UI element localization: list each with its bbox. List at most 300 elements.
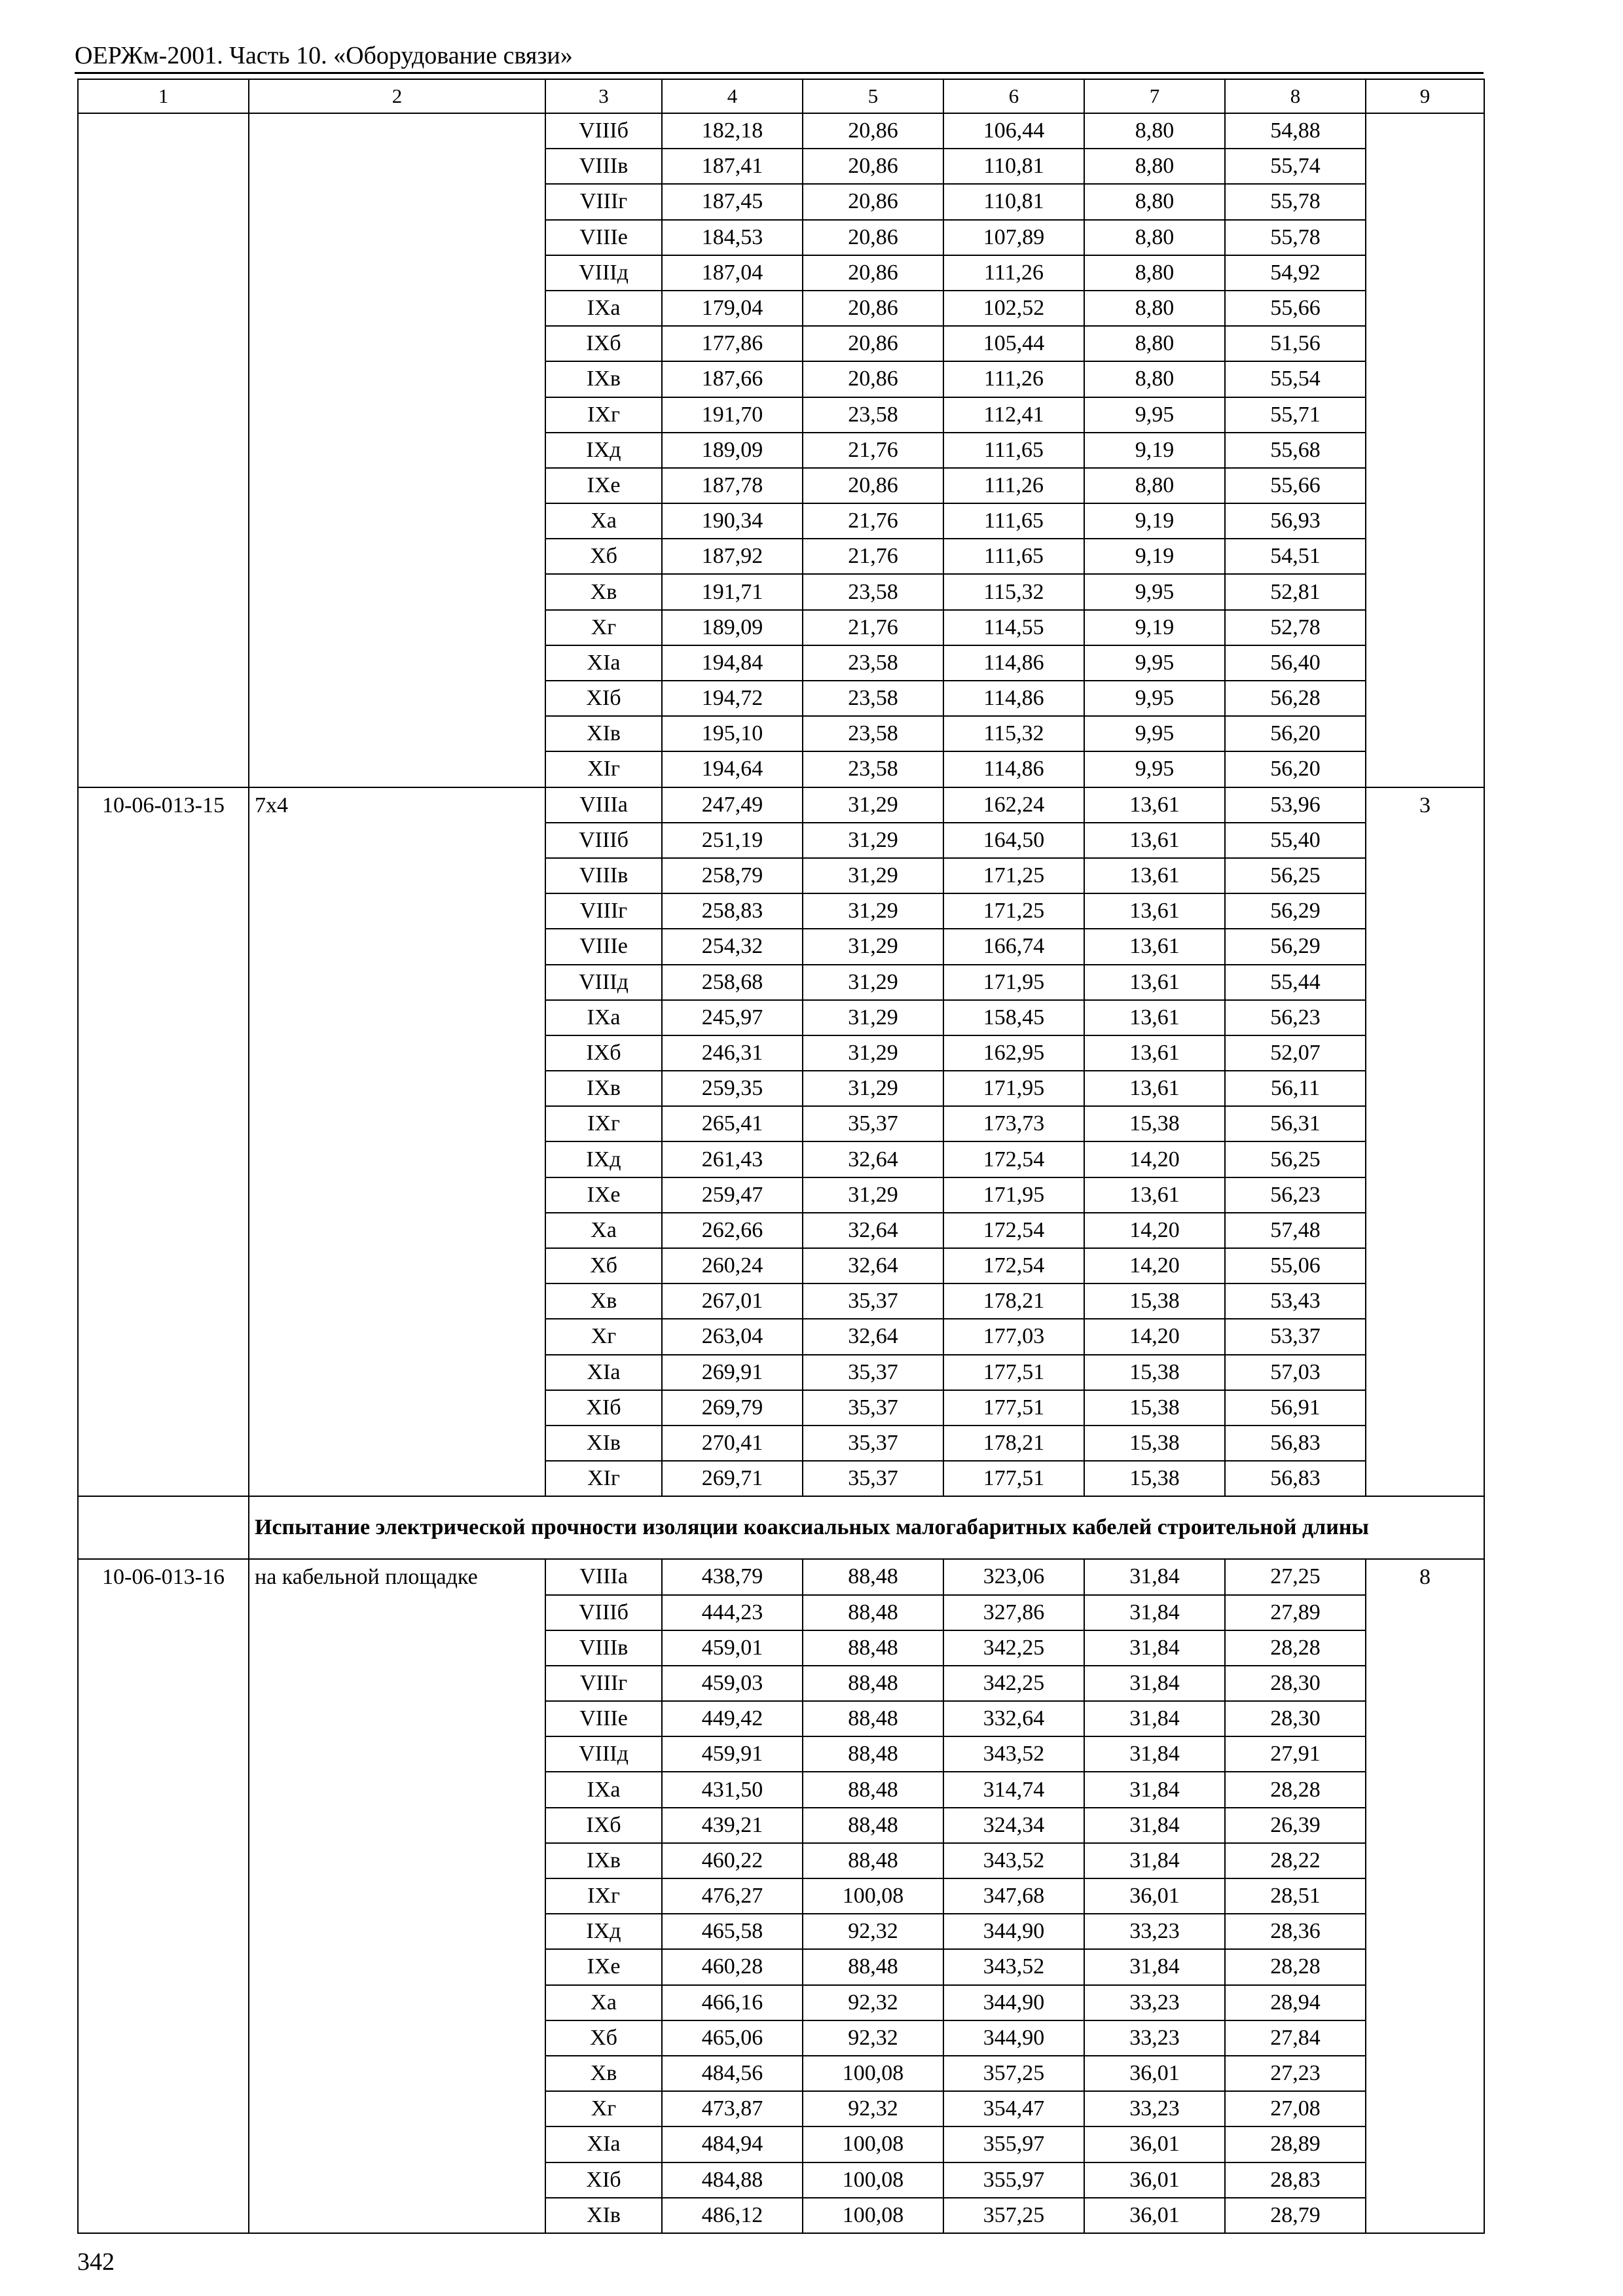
value-cell: 112,41 xyxy=(943,397,1084,433)
value-cell: 56,25 xyxy=(1225,858,1366,893)
value-cell: 111,26 xyxy=(943,255,1084,291)
value-cell: 459,03 xyxy=(662,1666,803,1701)
value-cell: 15,38 xyxy=(1084,1426,1225,1461)
value-cell: 187,92 xyxy=(662,539,803,574)
value-cell: 31,29 xyxy=(803,823,943,858)
profile-cell: Xг xyxy=(545,1319,662,1354)
value-cell: 56,31 xyxy=(1225,1106,1366,1141)
value-cell: 269,91 xyxy=(662,1355,803,1390)
value-cell: 343,52 xyxy=(943,1843,1084,1878)
value-cell: 178,21 xyxy=(943,1283,1084,1319)
last-column-value: 3 xyxy=(1366,787,1484,1497)
value-cell: 20,86 xyxy=(803,361,943,397)
value-cell: 194,64 xyxy=(662,751,803,787)
value-cell: 36,01 xyxy=(1084,2162,1225,2198)
value-cell: 35,37 xyxy=(803,1426,943,1461)
profile-cell: Xг xyxy=(545,610,662,645)
value-cell: 102,52 xyxy=(943,291,1084,326)
value-cell: 270,41 xyxy=(662,1426,803,1461)
value-cell: 20,86 xyxy=(803,468,943,503)
profile-cell: VIIIб xyxy=(545,113,662,149)
value-cell: 14,20 xyxy=(1084,1319,1225,1354)
value-cell: 26,39 xyxy=(1225,1808,1366,1843)
value-cell: 21,76 xyxy=(803,433,943,468)
value-cell: 23,58 xyxy=(803,751,943,787)
value-cell: 56,93 xyxy=(1225,503,1366,539)
value-cell: 8,80 xyxy=(1084,113,1225,149)
value-cell: 56,91 xyxy=(1225,1390,1366,1426)
value-cell: 111,26 xyxy=(943,468,1084,503)
rate-code: 10-06-013-16 xyxy=(78,1559,249,2233)
value-cell: 115,32 xyxy=(943,574,1084,609)
value-cell: 51,56 xyxy=(1225,326,1366,361)
profile-cell: XIв xyxy=(545,1426,662,1461)
value-cell: 33,23 xyxy=(1084,2020,1225,2056)
profile-cell: VIIIг xyxy=(545,1666,662,1701)
value-cell: 31,29 xyxy=(803,893,943,929)
value-cell: 31,29 xyxy=(803,1177,943,1213)
value-cell: 177,03 xyxy=(943,1319,1084,1354)
value-cell: 465,06 xyxy=(662,2020,803,2056)
profile-cell: IXг xyxy=(545,1878,662,1914)
value-cell: 20,86 xyxy=(803,326,943,361)
value-cell: 35,37 xyxy=(803,1283,943,1319)
rate-code: 10-06-013-15 xyxy=(78,787,249,1497)
value-cell: 459,01 xyxy=(662,1630,803,1666)
value-cell: 187,66 xyxy=(662,361,803,397)
value-cell: 172,54 xyxy=(943,1248,1084,1283)
value-cell: 13,61 xyxy=(1084,1000,1225,1035)
value-cell: 8,80 xyxy=(1084,255,1225,291)
value-cell: 28,79 xyxy=(1225,2198,1366,2233)
value-cell: 194,72 xyxy=(662,681,803,716)
value-cell: 23,58 xyxy=(803,645,943,681)
value-cell: 158,45 xyxy=(943,1000,1084,1035)
value-cell: 20,86 xyxy=(803,149,943,184)
value-cell: 88,48 xyxy=(803,1701,943,1736)
value-cell: 31,29 xyxy=(803,787,943,823)
value-cell: 92,32 xyxy=(803,1985,943,2020)
value-cell: 55,06 xyxy=(1225,1248,1366,1283)
value-cell: 171,25 xyxy=(943,858,1084,893)
profile-cell: IXд xyxy=(545,1914,662,1949)
profile-cell: VIIIд xyxy=(545,965,662,1000)
value-cell: 88,48 xyxy=(803,1843,943,1878)
value-cell: 55,68 xyxy=(1225,433,1366,468)
work-name xyxy=(249,113,545,787)
value-cell: 111,65 xyxy=(943,503,1084,539)
column-number: 2 xyxy=(249,79,545,113)
value-cell: 35,37 xyxy=(803,1461,943,1496)
page-header: ОЕРЖм-2001. Часть 10. «Оборудование связи» xyxy=(75,42,573,69)
value-cell: 172,54 xyxy=(943,1141,1084,1177)
value-cell: 105,44 xyxy=(943,326,1084,361)
profile-cell: IXа xyxy=(545,1000,662,1035)
value-cell: 189,09 xyxy=(662,610,803,645)
value-cell: 473,87 xyxy=(662,2091,803,2126)
value-cell: 33,23 xyxy=(1084,1914,1225,1949)
value-cell: 13,61 xyxy=(1084,787,1225,823)
section-title: Испытание электрической прочности изоляции коаксиальных малогабаритных кабелей строительной длины xyxy=(249,1496,1484,1559)
value-cell: 32,64 xyxy=(803,1319,943,1354)
value-cell: 27,25 xyxy=(1225,1559,1366,1594)
value-cell: 8,80 xyxy=(1084,149,1225,184)
header-rule xyxy=(75,72,1484,74)
value-cell: 187,45 xyxy=(662,184,803,219)
value-cell: 111,65 xyxy=(943,539,1084,574)
value-cell: 92,32 xyxy=(803,2020,943,2056)
value-cell: 254,32 xyxy=(662,929,803,964)
profile-cell: IXв xyxy=(545,1843,662,1878)
value-cell: 32,64 xyxy=(803,1141,943,1177)
value-cell: 258,79 xyxy=(662,858,803,893)
value-cell: 56,20 xyxy=(1225,751,1366,787)
profile-cell: IXв xyxy=(545,361,662,397)
value-cell: 88,48 xyxy=(803,1630,943,1666)
value-cell: 13,61 xyxy=(1084,965,1225,1000)
profile-cell: VIIIг xyxy=(545,893,662,929)
value-cell: 53,43 xyxy=(1225,1283,1366,1319)
value-cell: 162,95 xyxy=(943,1035,1084,1071)
value-cell: 171,95 xyxy=(943,1177,1084,1213)
value-cell: 476,27 xyxy=(662,1878,803,1914)
value-cell: 36,01 xyxy=(1084,1878,1225,1914)
value-cell: 55,66 xyxy=(1225,468,1366,503)
value-cell: 27,91 xyxy=(1225,1736,1366,1772)
value-cell: 14,20 xyxy=(1084,1141,1225,1177)
value-cell: 28,94 xyxy=(1225,1985,1366,2020)
value-cell: 191,71 xyxy=(662,574,803,609)
value-cell: 20,86 xyxy=(803,220,943,255)
value-cell: 53,37 xyxy=(1225,1319,1366,1354)
value-cell: 15,38 xyxy=(1084,1106,1225,1141)
profile-cell: VIIIд xyxy=(545,1736,662,1772)
profile-cell: Xв xyxy=(545,2056,662,2091)
value-cell: 194,84 xyxy=(662,645,803,681)
value-cell: 8,80 xyxy=(1084,291,1225,326)
value-cell: 438,79 xyxy=(662,1559,803,1594)
value-cell: 23,58 xyxy=(803,574,943,609)
value-cell: 173,73 xyxy=(943,1106,1084,1141)
value-cell: 88,48 xyxy=(803,1559,943,1594)
value-cell: 177,51 xyxy=(943,1461,1084,1496)
value-cell: 8,80 xyxy=(1084,220,1225,255)
value-cell: 247,49 xyxy=(662,787,803,823)
value-cell: 342,25 xyxy=(943,1666,1084,1701)
value-cell: 55,71 xyxy=(1225,397,1366,433)
value-cell: 261,43 xyxy=(662,1141,803,1177)
value-cell: 56,25 xyxy=(1225,1141,1366,1177)
value-cell: 23,58 xyxy=(803,716,943,751)
value-cell: 9,95 xyxy=(1084,397,1225,433)
value-cell: 21,76 xyxy=(803,539,943,574)
value-cell: 269,71 xyxy=(662,1461,803,1496)
value-cell: 9,95 xyxy=(1084,681,1225,716)
value-cell: 9,19 xyxy=(1084,433,1225,468)
value-cell: 182,18 xyxy=(662,113,803,149)
value-cell: 100,08 xyxy=(803,2126,943,2162)
value-cell: 21,76 xyxy=(803,610,943,645)
value-cell: 114,86 xyxy=(943,681,1084,716)
table-row xyxy=(78,113,1484,149)
value-cell: 32,64 xyxy=(803,1248,943,1283)
value-cell: 56,20 xyxy=(1225,716,1366,751)
value-cell: 110,81 xyxy=(943,149,1084,184)
profile-cell: VIIIе xyxy=(545,929,662,964)
value-cell: 258,83 xyxy=(662,893,803,929)
profile-cell: XIб xyxy=(545,2162,662,2198)
value-cell: 56,83 xyxy=(1225,1426,1366,1461)
value-cell: 9,95 xyxy=(1084,751,1225,787)
profile-cell: XIб xyxy=(545,1390,662,1426)
value-cell: 13,61 xyxy=(1084,1035,1225,1071)
value-cell: 33,23 xyxy=(1084,2091,1225,2126)
column-number: 6 xyxy=(943,79,1084,113)
profile-cell: XIа xyxy=(545,645,662,681)
value-cell: 27,84 xyxy=(1225,2020,1366,2056)
profile-cell: Xб xyxy=(545,539,662,574)
profile-cell: Xа xyxy=(545,1985,662,2020)
value-cell: 484,94 xyxy=(662,2126,803,2162)
value-cell: 15,38 xyxy=(1084,1283,1225,1319)
column-number-row xyxy=(78,79,1484,113)
profile-cell: IXа xyxy=(545,1772,662,1807)
value-cell: 27,89 xyxy=(1225,1595,1366,1630)
profile-cell: IXб xyxy=(545,1808,662,1843)
value-cell: 111,26 xyxy=(943,361,1084,397)
profile-cell: XIг xyxy=(545,751,662,787)
value-cell: 166,74 xyxy=(943,929,1084,964)
value-cell: 92,32 xyxy=(803,2091,943,2126)
value-cell: 23,58 xyxy=(803,397,943,433)
value-cell: 9,19 xyxy=(1084,539,1225,574)
value-cell: 100,08 xyxy=(803,2056,943,2091)
value-cell: 9,95 xyxy=(1084,716,1225,751)
value-cell: 28,30 xyxy=(1225,1666,1366,1701)
value-cell: 31,29 xyxy=(803,1035,943,1071)
value-cell: 355,97 xyxy=(943,2126,1084,2162)
value-cell: 20,86 xyxy=(803,113,943,149)
value-cell: 55,78 xyxy=(1225,220,1366,255)
value-cell: 28,83 xyxy=(1225,2162,1366,2198)
value-cell: 31,29 xyxy=(803,929,943,964)
work-name: 7x4 xyxy=(249,787,545,1497)
profile-cell: IXе xyxy=(545,468,662,503)
value-cell: 324,34 xyxy=(943,1808,1084,1843)
value-cell: 31,29 xyxy=(803,858,943,893)
value-cell: 36,01 xyxy=(1084,2056,1225,2091)
column-number: 4 xyxy=(662,79,803,113)
value-cell: 486,12 xyxy=(662,2198,803,2233)
value-cell: 459,91 xyxy=(662,1736,803,1772)
value-cell: 13,61 xyxy=(1084,929,1225,964)
work-name: на кабельной площадке xyxy=(249,1559,545,2233)
value-cell: 258,68 xyxy=(662,965,803,1000)
column-number: 8 xyxy=(1225,79,1366,113)
value-cell: 106,44 xyxy=(943,113,1084,149)
value-cell: 28,22 xyxy=(1225,1843,1366,1878)
profile-cell: VIIIб xyxy=(545,823,662,858)
value-cell: 31,84 xyxy=(1084,1808,1225,1843)
value-cell: 88,48 xyxy=(803,1736,943,1772)
profile-cell: IXд xyxy=(545,1141,662,1177)
value-cell: 57,03 xyxy=(1225,1355,1366,1390)
profile-cell: VIIIг xyxy=(545,184,662,219)
profile-cell: Xб xyxy=(545,1248,662,1283)
value-cell: 460,22 xyxy=(662,1843,803,1878)
value-cell: 55,44 xyxy=(1225,965,1366,1000)
value-cell: 189,09 xyxy=(662,433,803,468)
value-cell: 246,31 xyxy=(662,1035,803,1071)
profile-cell: IXг xyxy=(545,397,662,433)
value-cell: 171,95 xyxy=(943,1071,1084,1106)
profile-cell: Xа xyxy=(545,1213,662,1248)
value-cell: 31,29 xyxy=(803,1071,943,1106)
value-cell: 323,06 xyxy=(943,1559,1084,1594)
value-cell: 195,10 xyxy=(662,716,803,751)
value-cell: 8,80 xyxy=(1084,361,1225,397)
value-cell: 187,78 xyxy=(662,468,803,503)
value-cell: 347,68 xyxy=(943,1878,1084,1914)
profile-cell: IXе xyxy=(545,1949,662,1984)
value-cell: 172,54 xyxy=(943,1213,1084,1248)
value-cell: 15,38 xyxy=(1084,1461,1225,1496)
value-cell: 54,51 xyxy=(1225,539,1366,574)
profile-cell: Xг xyxy=(545,2091,662,2126)
value-cell: 262,66 xyxy=(662,1213,803,1248)
profile-cell: IXб xyxy=(545,1035,662,1071)
value-cell: 342,25 xyxy=(943,1630,1084,1666)
value-cell: 177,86 xyxy=(662,326,803,361)
table-row xyxy=(78,787,1484,823)
profile-cell: XIа xyxy=(545,2126,662,2162)
value-cell: 13,61 xyxy=(1084,1177,1225,1213)
value-cell: 100,08 xyxy=(803,1878,943,1914)
rate-code xyxy=(78,113,249,787)
value-cell: 466,16 xyxy=(662,1985,803,2020)
value-cell: 187,41 xyxy=(662,149,803,184)
value-cell: 110,81 xyxy=(943,184,1084,219)
value-cell: 35,37 xyxy=(803,1355,943,1390)
value-cell: 13,61 xyxy=(1084,858,1225,893)
value-cell: 8,80 xyxy=(1084,468,1225,503)
value-cell: 14,20 xyxy=(1084,1213,1225,1248)
section-row xyxy=(78,1496,1484,1559)
profile-cell: VIIIа xyxy=(545,1559,662,1594)
value-cell: 267,01 xyxy=(662,1283,803,1319)
column-number: 7 xyxy=(1084,79,1225,113)
value-cell: 111,65 xyxy=(943,433,1084,468)
profile-cell: VIIIв xyxy=(545,1630,662,1666)
value-cell: 56,23 xyxy=(1225,1000,1366,1035)
value-cell: 13,61 xyxy=(1084,823,1225,858)
profile-cell: XIг xyxy=(545,1461,662,1496)
value-cell: 357,25 xyxy=(943,2198,1084,2233)
value-cell: 190,34 xyxy=(662,503,803,539)
value-cell: 56,40 xyxy=(1225,645,1366,681)
profile-cell: IXа xyxy=(545,291,662,326)
column-number: 1 xyxy=(78,79,249,113)
value-cell: 177,51 xyxy=(943,1355,1084,1390)
value-cell: 35,37 xyxy=(803,1390,943,1426)
value-cell: 439,21 xyxy=(662,1808,803,1843)
value-cell: 171,25 xyxy=(943,893,1084,929)
value-cell: 57,48 xyxy=(1225,1213,1366,1248)
value-cell: 88,48 xyxy=(803,1595,943,1630)
value-cell: 260,24 xyxy=(662,1248,803,1283)
value-cell: 177,51 xyxy=(943,1390,1084,1426)
profile-cell: XIа xyxy=(545,1355,662,1390)
profile-cell: IXг xyxy=(545,1106,662,1141)
value-cell: 28,30 xyxy=(1225,1701,1366,1736)
value-cell: 35,37 xyxy=(803,1106,943,1141)
value-cell: 56,83 xyxy=(1225,1461,1366,1496)
value-cell: 9,19 xyxy=(1084,610,1225,645)
value-cell: 31,84 xyxy=(1084,1843,1225,1878)
value-cell: 32,64 xyxy=(803,1213,943,1248)
value-cell: 88,48 xyxy=(803,1949,943,1984)
value-cell: 31,29 xyxy=(803,1000,943,1035)
value-cell: 56,29 xyxy=(1225,893,1366,929)
profile-cell: IXб xyxy=(545,326,662,361)
value-cell: 115,32 xyxy=(943,716,1084,751)
value-cell: 56,11 xyxy=(1225,1071,1366,1106)
value-cell: 15,38 xyxy=(1084,1355,1225,1390)
value-cell: 357,25 xyxy=(943,2056,1084,2091)
profile-cell: VIIIб xyxy=(545,1595,662,1630)
value-cell: 355,97 xyxy=(943,2162,1084,2198)
value-cell: 251,19 xyxy=(662,823,803,858)
value-cell: 20,86 xyxy=(803,184,943,219)
value-cell: 100,08 xyxy=(803,2198,943,2233)
column-number: 5 xyxy=(803,79,943,113)
value-cell: 56,29 xyxy=(1225,929,1366,964)
value-cell: 52,81 xyxy=(1225,574,1366,609)
rates-table xyxy=(77,79,1485,2234)
table-body xyxy=(78,79,1484,2233)
profile-cell: Xв xyxy=(545,1283,662,1319)
value-cell: 314,74 xyxy=(943,1772,1084,1807)
value-cell: 259,35 xyxy=(662,1071,803,1106)
value-cell: 31,84 xyxy=(1084,1701,1225,1736)
value-cell: 178,21 xyxy=(943,1426,1084,1461)
value-cell: 31,84 xyxy=(1084,1772,1225,1807)
page-number: 342 xyxy=(77,2248,115,2276)
value-cell: 53,96 xyxy=(1225,787,1366,823)
profile-cell: IXе xyxy=(545,1177,662,1213)
value-cell: 92,32 xyxy=(803,1914,943,1949)
value-cell: 31,84 xyxy=(1084,1595,1225,1630)
value-cell: 327,86 xyxy=(943,1595,1084,1630)
profile-cell: XIв xyxy=(545,2198,662,2233)
value-cell: 191,70 xyxy=(662,397,803,433)
value-cell: 31,84 xyxy=(1084,1736,1225,1772)
value-cell: 20,86 xyxy=(803,291,943,326)
value-cell: 55,40 xyxy=(1225,823,1366,858)
value-cell: 9,19 xyxy=(1084,503,1225,539)
value-cell: 449,42 xyxy=(662,1701,803,1736)
value-cell: 28,28 xyxy=(1225,1949,1366,1984)
value-cell: 21,76 xyxy=(803,503,943,539)
value-cell: 344,90 xyxy=(943,2020,1084,2056)
value-cell: 54,88 xyxy=(1225,113,1366,149)
value-cell: 55,54 xyxy=(1225,361,1366,397)
value-cell: 114,86 xyxy=(943,645,1084,681)
value-cell: 107,89 xyxy=(943,220,1084,255)
value-cell: 15,38 xyxy=(1084,1390,1225,1426)
value-cell: 460,28 xyxy=(662,1949,803,1984)
value-cell: 484,88 xyxy=(662,2162,803,2198)
